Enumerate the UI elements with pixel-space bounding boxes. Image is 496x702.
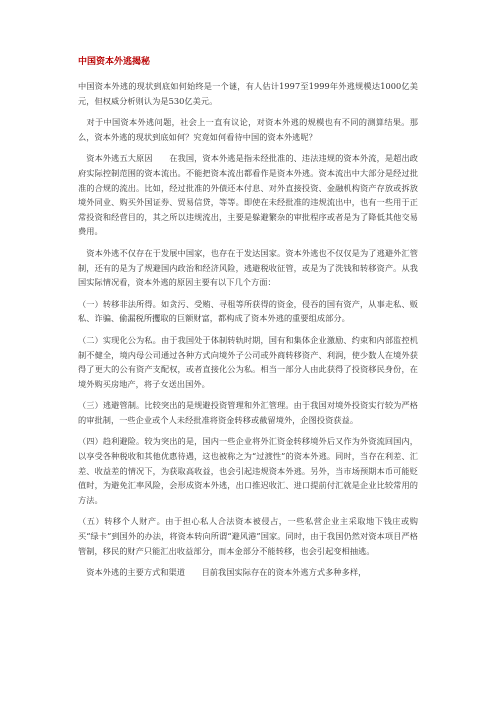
paragraph-cause-3: （三）逃避管制。比较突出的是规避投资管理和外汇管理。由于我国对境外投资实行较为严格的审批制，一些企业或个人未经批准将资金转移或截留境外，企图投资获益。 (78, 400, 418, 425)
paragraph-intro: 中国资本外逃的现状到底如何始终是一个谜，有人估计1997至1999年外逃规模达1000亿美元，但权威分析则认为是530亿美元。 (78, 81, 418, 106)
article-title: 中国资本外逃揭秘 (78, 57, 151, 67)
paragraph-cause-1: （一）转移非法所得。如贪污、受贿、寻租等所获得的资金，侵吞的国有资产，从事走私、贩私、诈骗、偷漏税所攫取的巨额财富，都构成了资本外逃的重要组成部分。 (78, 298, 418, 324)
paragraph-five-causes: 资本外逃五大原因 在我国，资本外逃是指未经批准的、违法违规的资本外流，是超出政府实际控制范围的资本流出。不能把资本流出都看作是资本外逃。资本流出中大部分是经过批准的合规的流出。比如，经过批准的外债还本付息、对外直接投资、金融机构资产存放或拆放境外同业、购买外国证券、贸易信贷，等等。即使在未经批准的违规流出中，也有一些用于正常投资和经营目的，其之所以违规流出，主要是躲避繁杂的审批程序或者是为了降低其他交易费用。 (78, 153, 418, 237)
paragraph-capital-flight-scope: 资本外逃不仅存在于发展中国家，也存在于发达国家。资本外逃也不仅仅是为了逃避外汇管制，还有的是为了规避国内政治和经济风险，逃避税收征管，或是为了洗钱和转移资产。从我国实际情况看，资本外逃的原因主要有以下几个方面： (78, 247, 418, 288)
paragraph-cause-4: （四）趋利避险。较为突出的是，国内一些企业将外汇资金转移境外后又作为外资流回国内，以享受各种税收和其他优惠待遇，这也被称之为“过渡性”的资本外逃。同时，当存在利差、汇差、收益差的情况下，为获取高收益，也会引起违规资本外逃。另外，当市场预期本币可能贬值时，为避免汇率风险，会形成资本外逃，出口推迟收汇、进口提前付汇就是企业比较常用的方法。 (78, 436, 418, 505)
paragraph-methods-channels: 资本外逃的主要方式和渠道 目前我国实际存在的资本外逃方式多种多样， (78, 567, 367, 578)
document-page (78, 56, 418, 587)
paragraph-cause-2: （二）实现化公为私。由于我国处于体制转轨时期，国有和集体企业激励、约束和内部监控机制不健全，境内母公司通过各种方式向境外子公司或外商转移资产、利润，使少数人在境外获得了更大的公有资产支配权，或者直接化公为私。相当一部分人由此获得了投资移民身份，在境外购买房地产，将子女送出国外。 (78, 334, 418, 389)
paragraph-question: 对于中国资本外逃问题，社会上一直有议论，对资本外逃的规模也有不同的测算结果。那么，资本外逃的现状到底如何？究竟如何看待中国的资本外逃呢？ (78, 117, 418, 142)
paragraph-cause-5: （五）转移个人财产。由于担心私人合法资本被侵占，一些私营企业主采取地下钱庄或购买“绿卡”到国外的办法，将资本转向所谓“避风港”国家。同时，由于我国仍然对资本项目严格管制，移民的财产只能汇出收益部分，而本金部分不能转移，也会引起变相抽逃。 (78, 516, 418, 556)
